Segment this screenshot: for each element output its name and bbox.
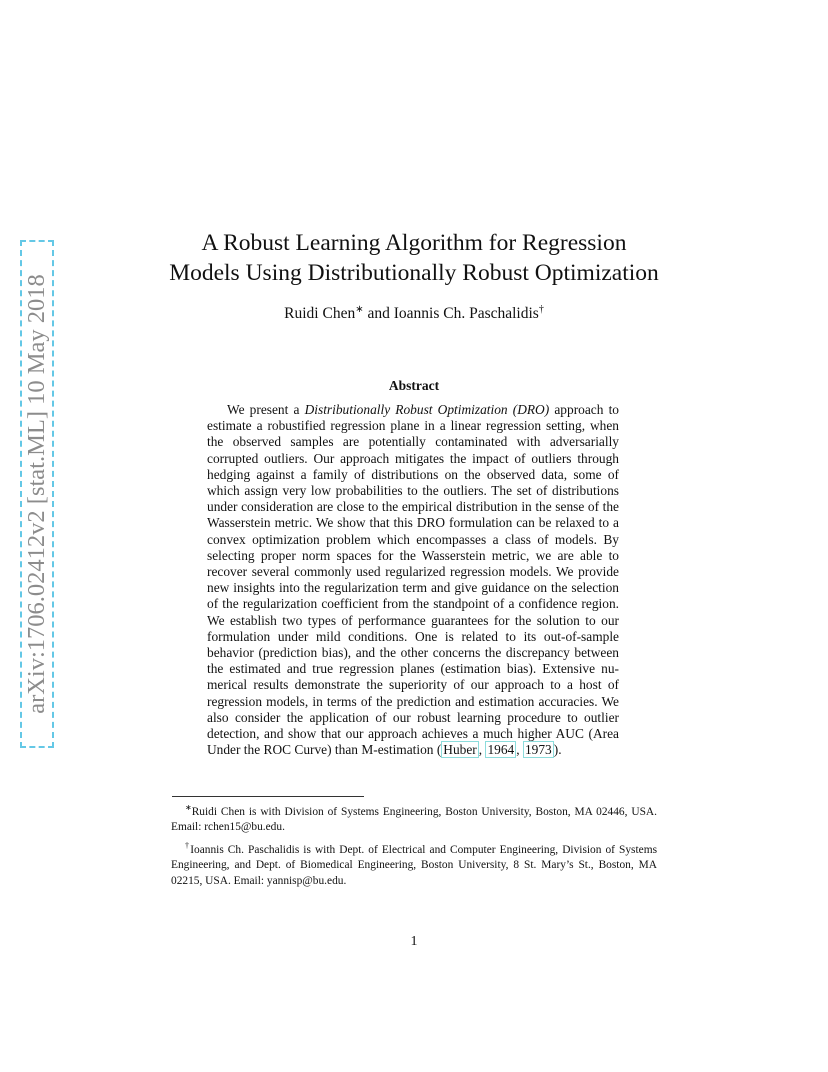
abstract-lead-text: We present a [227, 402, 305, 417]
author-conjunction: and [363, 305, 394, 323]
abstract-closing-text: ). [553, 742, 562, 758]
author-2-footnote-mark: † [538, 304, 544, 315]
footnote-1 [171, 800, 657, 836]
abstract-body [207, 402, 619, 758]
footnotes [171, 800, 657, 891]
footnote-2-text: Ioannis Ch. Paschalidis is with Dept. of Electrical and Computer Engineering, Division of Systems Engineering, and Dept. of Biomedical Engineering, Boston University, 8 St. Mary’s St., Boston, MA 02215, USA. Email: yannisp@bu.edu. [171, 843, 657, 887]
citation-separator: , [516, 742, 523, 758]
citation-link-1964[interactable]: 1964 [487, 742, 515, 758]
author-name-1: Ruidi Chen [284, 305, 356, 323]
footnote-2 [171, 838, 657, 889]
abstract-heading: Abstract [388, 378, 440, 393]
arxiv-stamp-text: arXiv:1706.02412v2 [stat.ML] 10 May 2018 [23, 274, 50, 714]
page-number: 1 [410, 934, 418, 949]
paper-title-line-2: Models Using Distributionally Robust Optimization [169, 260, 659, 286]
footnote-divider [172, 796, 364, 797]
citation-separator: , [478, 742, 486, 758]
abstract-emphasis: Distributionally Robust Optimization (DRO) [304, 402, 550, 417]
footnote-2-mark: † [185, 840, 191, 850]
abstract-paragraph [207, 402, 619, 758]
author-name-2: Ioannis Ch. Paschalidis [393, 305, 539, 323]
footnote-1-text: Ruidi Chen is with Division of Systems Engineering, Boston University, Boston, MA 02446, USA. Email: rchen15@bu.edu. [171, 805, 657, 834]
author-list [0, 304, 828, 323]
author-1-footnote-mark: ∗ [355, 304, 364, 315]
paper-title-line-1: A Robust Learning Algorithm for Regression [201, 230, 627, 256]
citation-link-huber[interactable]: Huber [443, 742, 477, 758]
footnote-1-mark: ∗ [185, 803, 192, 812]
abstract-main-text: approach to estimate a robustified regression plane in a linear regression setting, when the observed samples are potentially contaminated with adversarially corrupted outliers. Our approach mitigates the impact of outliers through hedging against a family of distributions on the observed data, some of which assign very low probabilities to the outliers. The set of distributions under consideration are close to the empirical distribution in the sense of the Wasserstein metric. We show that this DRO formulation can be relaxed to a convex optimization problem which encompasses a class of models. By selecting proper norm spaces for the Wasserstein metric, we are able to recover several commonly used regularized regression models. We provide new insights into the regularization term and give guidance on the selection of the regularization coefficient from the standpoint of a confidence region. We establish two types of performance guarantees for the solution to our formulation under mild conditions. One is related to its out-of-sample behavior (prediction bias), and the other concerns the discrepancy between the estimated and true regression planes (estimation bias). Extensive numerical results demonstrate the superiority of our approach to a host of regression models, in terms of the prediction and estimation accuracies. We also consider the application of our robust learning procedure to outlier detection, and show that our approach achieves a much higher AUC (Area Under the ROC Curve) than M-estimation ( [207, 402, 620, 758]
paper-title [0, 228, 828, 288]
citation-link-1973[interactable]: 1973 [524, 742, 552, 758]
